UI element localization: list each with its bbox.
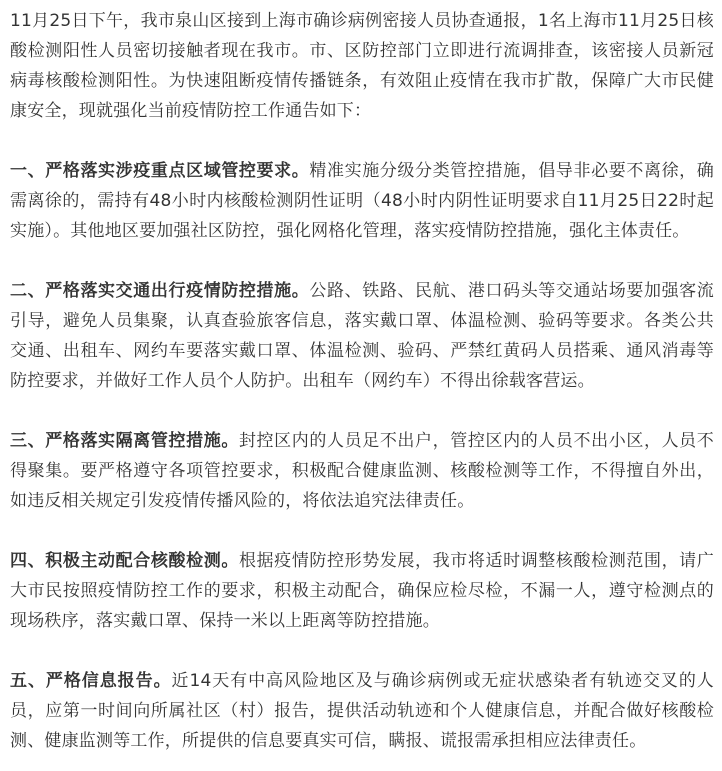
section-5-heading: 五、严格信息报告。 [10,671,172,691]
section-3-body: 封控区内的人员足不出户，管控区内的人员不出小区，人员不得聚集。要严格遵守各项管控要求，积极配合健康监测、核酸检测等工作，不得擅自外出，如违反相关规定引发疫情传播风险的，将依法追究法律责任。 [10,431,714,511]
intro-paragraph: 11月25日下午，我市泉山区接到上海市确诊病例密接人员协查通报，1名上海市11月25日核酸检测阳性人员密切接触者现在我市。市、区防控部门立即进行流调排查，该密接人员新冠病毒核酸检测阳性。为快速阻断疫情传播链条，有效阻止疫情在我市扩散，保障广大市民健康安全，现就强化当前疫情防控工作通告如下： [10,11,714,121]
section-4-heading: 四、积极主动配合核酸检测。 [10,551,239,571]
section-3-heading: 三、严格落实隔离管控措施。 [10,431,239,451]
section-4 [10,546,714,636]
section-3 [10,426,714,516]
section-1 [10,156,714,246]
section-2 [10,276,714,396]
section-1-body: 精准实施分级分类管控措施，倡导非必要不离徐，确需离徐的，需持有48小时内核酸检测阴性证明（48小时内阴性证明要求自11月25日22时起实施）。其他地区要加强社区防控，强化网格化管理，落实疫情防控措施，强化主体责任。 [10,161,714,241]
section-5 [10,666,714,756]
section-2-heading: 二、严格落实交通出行疫情防控措施。 [10,281,310,301]
section-1-heading: 一、严格落实涉疫重点区域管控要求。 [10,161,310,181]
section-5-body: 近14天有中高风险地区及与确诊病例或无症状感染者有轨迹交叉的人员，应第一时间向所属社区（村）报告，提供活动轨迹和个人健康信息，并配合做好核酸检测、健康监测等工作，所提供的信息要真实可信，瞒报、谎报需承担相应法律责任。 [10,671,714,751]
section-2-body: 公路、铁路、民航、港口码头等交通站场要加强客流引导，避免人员集聚，认真查验旅客信息，落实戴口罩、体温检测、验码等要求。各类公共交通、出租车、网约车要落实戴口罩、体温检测、验码、严禁红黄码人员搭乘、通风消毒等防控要求，并做好工作人员个人防护。出租车（网约车）不得出徐载客营运。 [10,281,714,391]
section-4-body: 根据疫情防控形势发展，我市将适时调整核酸检测范围，请广大市民按照疫情防控工作的要求，积极主动配合，确保应检尽检，不漏一人，遵守检测点的现场秩序，落实戴口罩、保持一米以上距离等防控措施。 [10,551,714,631]
